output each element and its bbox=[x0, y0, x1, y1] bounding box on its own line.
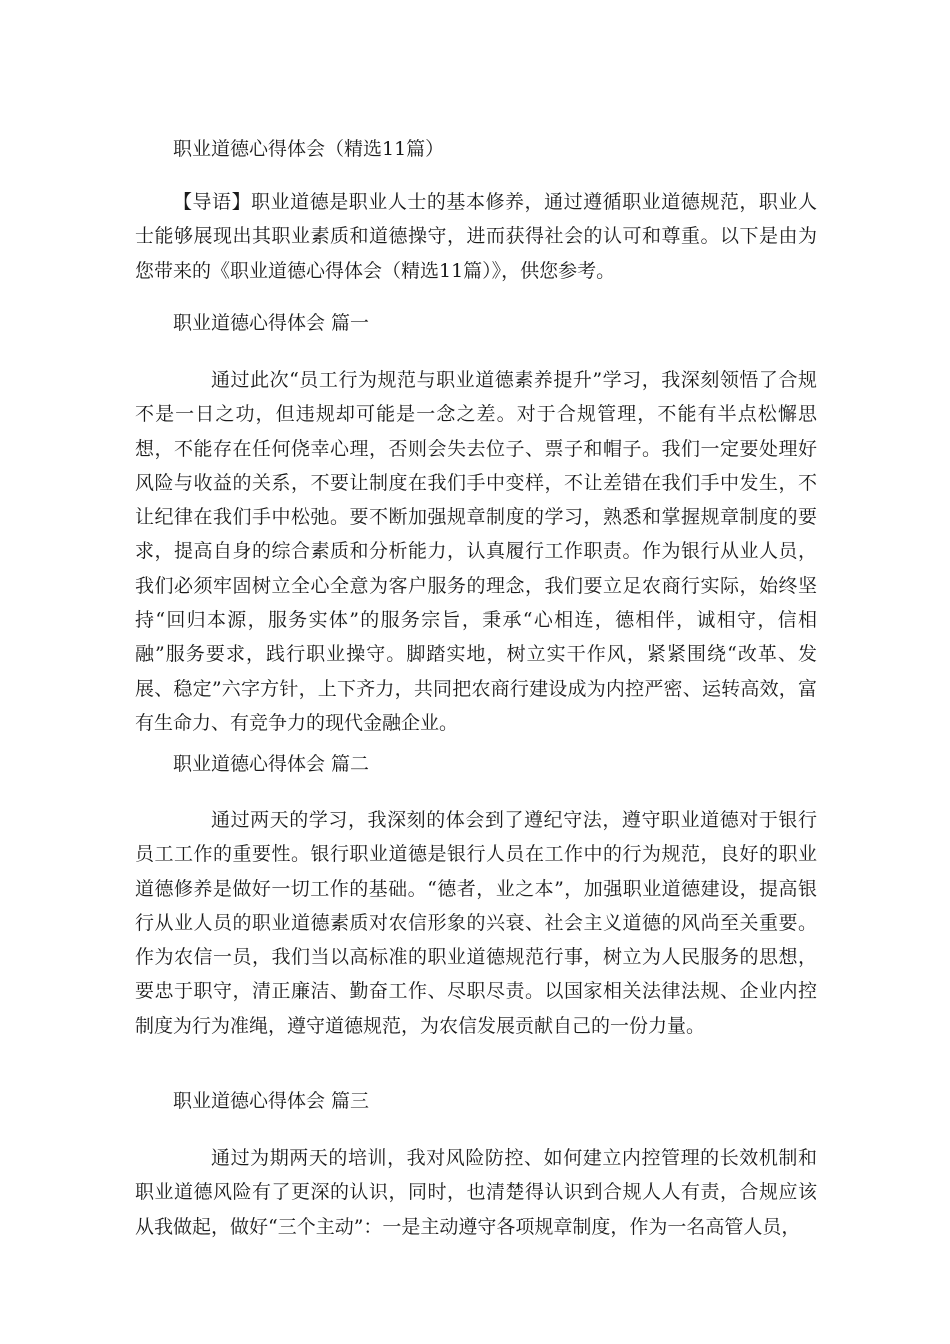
section-body-2: 通过两天的学习，我深刻的体会到了遵纪守法，遵守职业道德对于银行员工工作的重要性。银行职业道德是银行人员在工作中的行为规范，良好的职业道德修养是做好一切工作的基础。“德者，业之本”，加强职业道德建设，提高银行从业人员的职业道德素质对农信形象的兴衰、社会主义道德的风尚至关重要。作为农信一员，我们当以高标准的职业道德规范行事，树立为人民服务的思想，要忠于职守，清正廉洁、勤奋工作、尽职尽责。以国家相关法律法规、企业内控制度为行为准绳，遵守道德规范，为农信发展贡献自己的一份力量。 bbox=[135, 809, 817, 1037]
section-body-3: 通过为期两天的培训，我对风险防控、如何建立内控管理的长效机制和职业道德风险有了更深的认识，同时，也清楚得认识到合规人人有责，合规应该从我做起，做好“三个主动”：一是主动遵守各项规章制度，作为一名高管人员， bbox=[135, 1147, 817, 1238]
section-heading-3: 职业道德心得体会 篇三 bbox=[173, 1090, 370, 1112]
section-heading-2: 职业道德心得体会 篇二 bbox=[173, 753, 370, 775]
document-title: 职业道德心得体会（精选11篇） bbox=[173, 138, 445, 160]
section-heading-1: 职业道德心得体会 篇一 bbox=[173, 312, 370, 334]
intro-paragraph: 【导语】职业道德是职业人士的基本修养，通过遵循职业道德规范，职业人士能够展现出其职业素质和道德操守，进而获得社会的认可和尊重。以下是由为您带来的《职业道德心得体会（精选11篇）》，供您参考。 bbox=[135, 191, 817, 282]
section-body-1: 通过此次“员工行为规范与职业道德素养提升”学习，我深刻领悟了合规不是一日之功，但违规却可能是一念之差。对于合规管理，不能有半点松懈思想，不能存在任何侥幸心理，否则会失去位子、票子和帽子。我们一定要处理好风险与收益的关系，不要让制度在我们手中变样，不让差错在我们手中发生，不让纪律在我们手中松弛。要不断加强规章制度的学习，熟悉和掌握规章制度的要求，提高自身的综合素质和分析能力，认真履行工作职责。作为银行从业人员，我们必须牢固树立全心全意为客户服务的理念，我们要立足农商行实际，始终坚持“回归本源，服务实体”的服务宗旨，秉承“心相连，德相伴，诚相守，信相融”服务要求，践行职业操守。脚踏实地，树立实干作风，紧紧围绕“改革、发展、稳定”六字方针，上下齐力，共同把农商行建设成为内控严密、运转高效，富有生命力、有竞争力的现代金融企业。 bbox=[135, 369, 817, 734]
